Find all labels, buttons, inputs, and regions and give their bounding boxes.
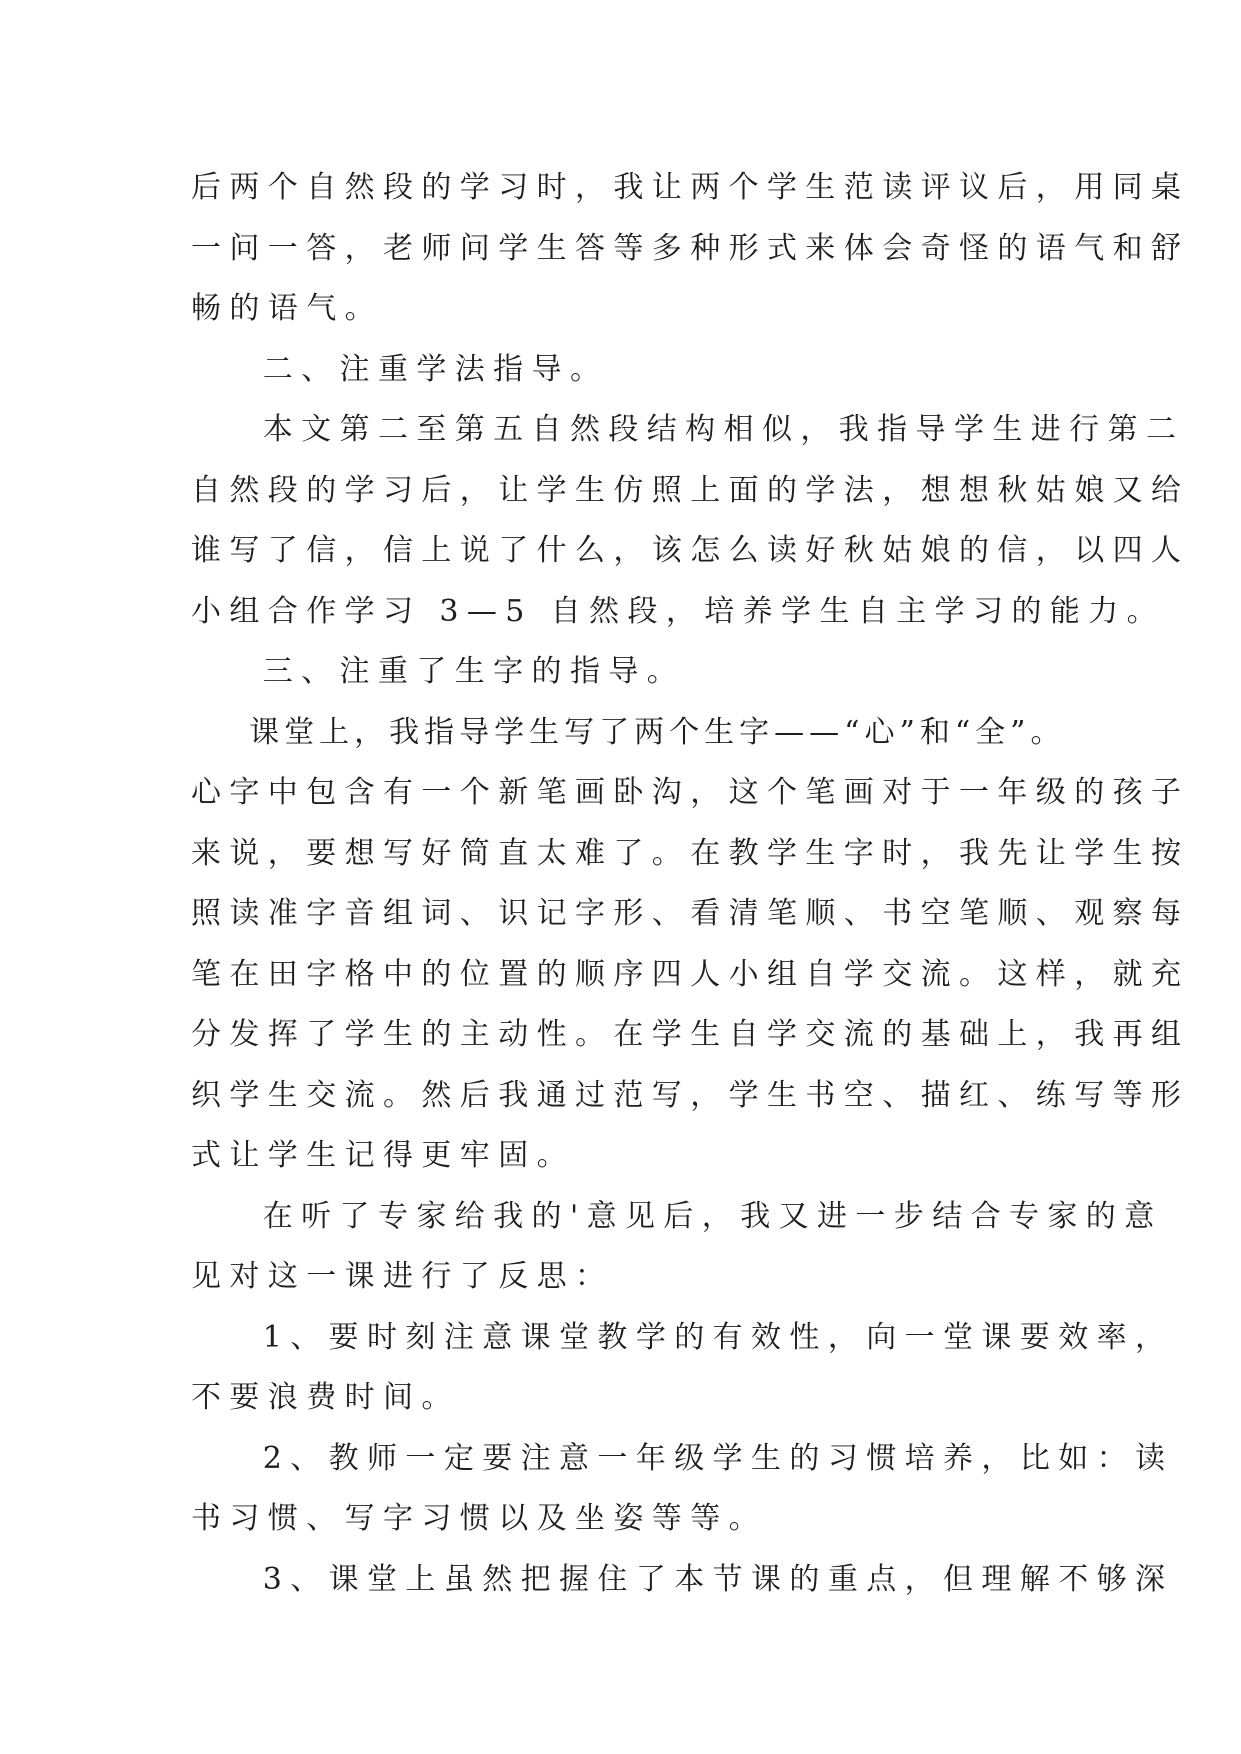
list-item: 1、要时刻注意课堂教学的有效性，向一堂课要效率， xyxy=(191,1319,1174,1355)
text-line: 本文第二至第五自然段结构相似，我指导学生进行第二 xyxy=(191,412,1185,447)
text-line: 见对这一课进行了反思： xyxy=(191,1259,614,1294)
text-line: 在听了专家给我的'意见后，我又进一步结合专家的意 xyxy=(191,1198,1163,1234)
text-line: 自然段的学习后，让学生仿照上面的学法，想想秋姑娘又给 xyxy=(191,472,1190,508)
text-line: 照读准字音组词、识记字形、看清笔顺、书空笔顺、观察每 xyxy=(191,896,1190,931)
text-line: 书习惯、写字习惯以及坐姿等等。 xyxy=(191,1501,767,1536)
list-item: 3、课堂上虽然把握住了本节课的重点，但理解不够深 xyxy=(191,1561,1174,1597)
text-line: 织学生交流。然后我通过范写，学生书空、描红、练写等形 xyxy=(191,1077,1190,1113)
list-item: 2、教师一定要注意一年级学生的习惯培养，比如：读 xyxy=(191,1440,1174,1476)
text-line: 小组合作学习 3—5 自然段，培养学生自主学习的能力。 xyxy=(191,593,1166,629)
text-line: 来说，要想写好简直太难了。在教学生字时，我先让学生按 xyxy=(191,835,1190,871)
text-line: 心字中包含有一个新笔画卧沟，这个笔画对于一年级的孩子 xyxy=(191,775,1190,810)
section-heading: 三、注重了生字的指导。 xyxy=(191,654,686,689)
text-line: 后两个自然段的学习时，我让两个学生范读评议后，用同桌 xyxy=(191,170,1190,205)
section-heading: 二、注重学法指导。 xyxy=(191,351,609,387)
text-line: 畅的语气。 xyxy=(191,291,383,326)
text-line: 不要浪费时间。 xyxy=(191,1380,460,1415)
text-line: 笔在田字格中的位置的顺序四人小组自学交流。这样，就充 xyxy=(191,956,1190,992)
text-line: 一问一答，老师问学生答等多种形式来体会奇怪的语气和舒 xyxy=(191,230,1190,266)
text-line: 式让学生记得更牢固。 xyxy=(191,1138,575,1173)
text-line: 分发挥了学生的主动性。在学生自学交流的基础上，我再组 xyxy=(191,1017,1190,1052)
text-line: 课堂上，我指导学生写了两个生字——“心”和“全”。 xyxy=(191,714,1066,750)
text-line: 谁写了信，信上说了什么，该怎么读好秋姑娘的信，以四人 xyxy=(191,533,1190,568)
document-body xyxy=(191,158,1190,1610)
